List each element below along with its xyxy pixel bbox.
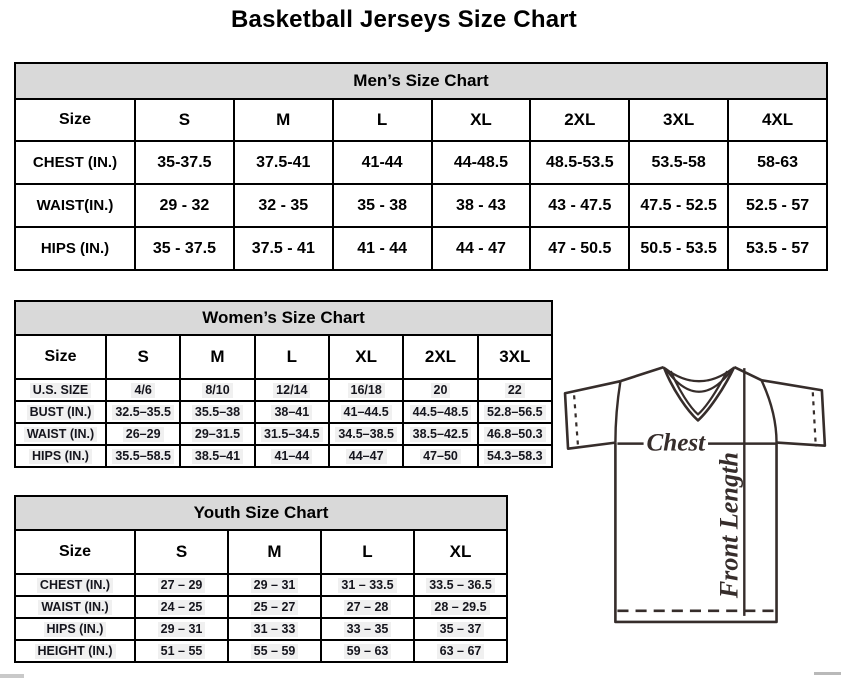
col-header: 3XL [478, 335, 552, 379]
row-label: CHEST (IN.) [15, 574, 135, 596]
size-value: 28 – 29.5 [414, 596, 507, 618]
size-value: 48.5-53.5 [530, 141, 629, 184]
table-row [15, 640, 507, 662]
size-value: 38–41 [255, 401, 329, 423]
row-label: HIPS (IN.) [15, 445, 106, 467]
row-label: BUST (IN.) [15, 401, 106, 423]
jersey-body-outline [615, 443, 776, 622]
col-header: 3XL [629, 99, 728, 141]
size-value: 33 – 35 [321, 618, 414, 640]
size-value: 38.5–42.5 [403, 423, 477, 445]
womens-chart-title: Women’s Size Chart [15, 301, 552, 335]
right-cuff-dashed-line [813, 392, 816, 446]
size-value: 53.5-58 [629, 141, 728, 184]
row-label: HEIGHT (IN.) [15, 640, 135, 662]
size-value: 38.5–41 [180, 445, 254, 467]
size-value: 27 – 29 [135, 574, 228, 596]
table-row [15, 401, 552, 423]
size-value: 31 – 33.5 [321, 574, 414, 596]
table-row [15, 618, 507, 640]
size-value: 27 – 28 [321, 596, 414, 618]
jersey-right-sleeve [761, 380, 824, 445]
col-header-size: Size [15, 335, 106, 379]
col-header: XL [329, 335, 403, 379]
size-value: 54.3–58.3 [478, 445, 552, 467]
table-row [15, 574, 507, 596]
size-value: 29 – 31 [228, 574, 321, 596]
size-value: 52.8–56.5 [478, 401, 552, 423]
table-row [15, 596, 507, 618]
size-value: 34.5–38.5 [329, 423, 403, 445]
size-value: 52.5 - 57 [728, 184, 827, 227]
col-header: M [234, 99, 333, 141]
row-label: WAIST(IN.) [15, 184, 135, 227]
size-value: 35 – 37 [414, 618, 507, 640]
col-header-size: Size [15, 530, 135, 574]
size-value: 31.5–34.5 [255, 423, 329, 445]
col-header: XL [432, 99, 531, 141]
size-value: 59 – 63 [321, 640, 414, 662]
size-value: 35 - 37.5 [135, 227, 234, 270]
size-value: 44-48.5 [432, 141, 531, 184]
table-header-row [15, 335, 552, 379]
table-header-row [15, 530, 507, 574]
front-length-label: Front Length [714, 452, 744, 599]
size-value: 12/14 [255, 379, 329, 401]
horizontal-scrollbar-fragment-left[interactable] [0, 674, 24, 678]
table-row [15, 379, 552, 401]
size-value: 4/6 [106, 379, 180, 401]
size-chart-womens [14, 300, 553, 468]
col-header: S [135, 99, 234, 141]
table-row [15, 184, 827, 227]
chest-label: Chest [646, 429, 706, 457]
size-value: 41-44 [333, 141, 432, 184]
size-value: 55 – 59 [228, 640, 321, 662]
size-value: 58-63 [728, 141, 827, 184]
size-value: 47 - 50.5 [530, 227, 629, 270]
size-value: 29–31.5 [180, 423, 254, 445]
size-value: 53.5 - 57 [728, 227, 827, 270]
col-header: S [106, 335, 180, 379]
col-header-size: Size [15, 99, 135, 141]
size-value: 32.5–35.5 [106, 401, 180, 423]
size-value: 35.5–38 [180, 401, 254, 423]
size-value: 16/18 [329, 379, 403, 401]
row-label: HIPS (IN.) [15, 618, 135, 640]
size-value: 51 – 55 [135, 640, 228, 662]
size-value: 41 - 44 [333, 227, 432, 270]
jersey-measurement-diagram [560, 362, 842, 632]
col-header: S [135, 530, 228, 574]
col-header: M [180, 335, 254, 379]
row-label: U.S. SIZE [15, 379, 106, 401]
col-header: 2XL [530, 99, 629, 141]
size-chart-mens [14, 62, 828, 271]
col-header: L [321, 530, 414, 574]
size-value: 35.5–58.5 [106, 445, 180, 467]
size-chart-youth [14, 495, 508, 663]
col-header: M [228, 530, 321, 574]
size-value: 22 [478, 379, 552, 401]
col-header: L [333, 99, 432, 141]
size-value: 63 – 67 [414, 640, 507, 662]
size-value: 31 – 33 [228, 618, 321, 640]
size-value: 41–44 [255, 445, 329, 467]
size-value: 20 [403, 379, 477, 401]
size-value: 46.8–50.3 [478, 423, 552, 445]
table-header-row [15, 99, 827, 141]
size-value: 44 - 47 [432, 227, 531, 270]
size-value: 33.5 – 36.5 [414, 574, 507, 596]
size-value: 41–44.5 [329, 401, 403, 423]
col-header: XL [414, 530, 507, 574]
left-cuff-dashed-line [574, 395, 578, 447]
size-value: 50.5 - 53.5 [629, 227, 728, 270]
table-row [15, 445, 552, 467]
row-label: WAIST (IN.) [15, 423, 106, 445]
table-row [15, 423, 552, 445]
size-value: 32 - 35 [234, 184, 333, 227]
page-title: Basketball Jerseys Size Chart [231, 6, 577, 33]
size-value: 43 - 47.5 [530, 184, 629, 227]
table-row [15, 141, 827, 184]
size-value: 37.5-41 [234, 141, 333, 184]
size-value: 47–50 [403, 445, 477, 467]
size-value: 35-37.5 [135, 141, 234, 184]
size-value: 29 - 32 [135, 184, 234, 227]
col-header: 2XL [403, 335, 477, 379]
row-label: HIPS (IN.) [15, 227, 135, 270]
row-label: CHEST (IN.) [15, 141, 135, 184]
mens-chart-title: Men’s Size Chart [15, 63, 827, 99]
size-value: 44–47 [329, 445, 403, 467]
size-value: 26–29 [106, 423, 180, 445]
size-value: 24 – 25 [135, 596, 228, 618]
size-value: 8/10 [180, 379, 254, 401]
col-header: 4XL [728, 99, 827, 141]
size-value: 47.5 - 52.5 [629, 184, 728, 227]
size-value: 35 - 38 [333, 184, 432, 227]
jersey-left-sleeve [565, 381, 620, 448]
size-value: 25 – 27 [228, 596, 321, 618]
row-label: WAIST (IN.) [15, 596, 135, 618]
size-value: 37.5 - 41 [234, 227, 333, 270]
col-header: L [255, 335, 329, 379]
horizontal-scrollbar-fragment-right[interactable] [814, 672, 841, 675]
youth-chart-title: Youth Size Chart [15, 496, 507, 530]
table-row [15, 227, 827, 270]
size-value: 29 – 31 [135, 618, 228, 640]
size-value: 38 - 43 [432, 184, 531, 227]
size-value: 44.5–48.5 [403, 401, 477, 423]
